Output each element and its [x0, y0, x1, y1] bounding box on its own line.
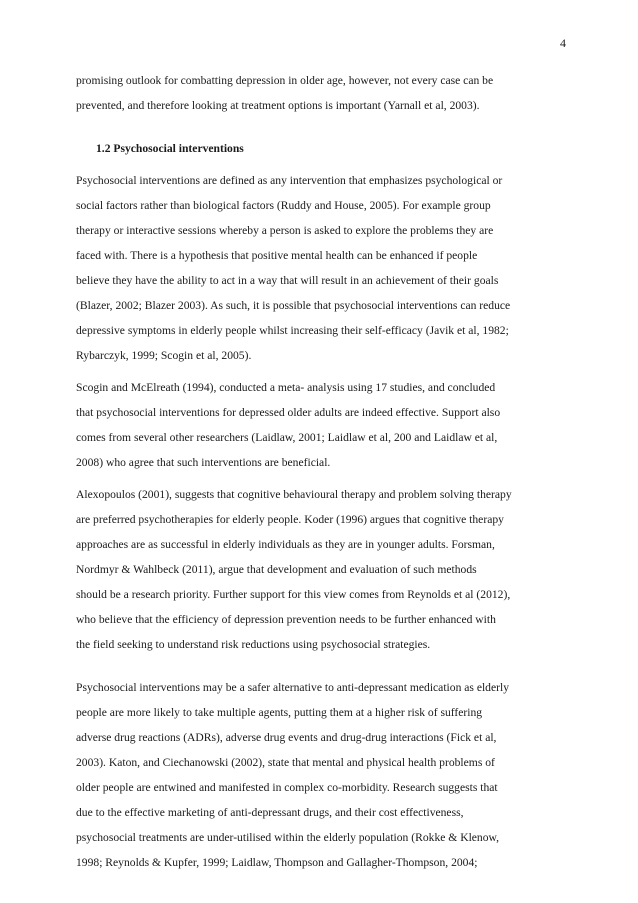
- text-line: therapy or interactive sessions whereby a person is asked to explore the problems they are: [76, 224, 494, 237]
- paragraph-cbt: [76, 482, 562, 657]
- text-line: believe they have the ability to act in a way that will result in an achievement of their goals: [76, 274, 499, 287]
- text-line: depressive symptoms in elderly people whilst increasing their self-efficacy (Javik et al, 1982;: [76, 324, 509, 337]
- intro-paragraph: [76, 68, 562, 118]
- text-line: comes from several other researchers (Laidlaw, 2001; Laidlaw et al, 200 and Laidlaw et al,: [76, 431, 498, 444]
- paragraph-meta-analysis: [76, 375, 562, 475]
- text-line: are preferred psychotherapies for elderly people. Koder (1996) argues that cognitive therapy: [76, 513, 504, 526]
- paragraph-safer-alternative: [76, 675, 562, 875]
- text-line: people are more likely to take multiple agents, putting them at a higher risk of suffering: [76, 706, 483, 719]
- text-line: older people are entwined and manifested in complex co-morbidity. Research suggests that: [76, 781, 498, 794]
- section-heading: 1.2 Psychosocial interventions: [96, 142, 244, 155]
- text-line: 1998; Reynolds & Kupfer, 1999; Laidlaw, Thompson and Gallagher-Thompson, 2004;: [76, 856, 478, 869]
- text-line: faced with. There is a hypothesis that positive mental health can be enhanced if people: [76, 249, 478, 262]
- document-body: [76, 68, 562, 875]
- text-line: Nordmyr & Wahlbeck (2011), argue that development and evaluation of such methods: [76, 563, 477, 576]
- text-line: psychosocial treatments are under-utilised within the elderly population (Rokke & Klenow,: [76, 831, 500, 844]
- paragraph-definition: [76, 168, 562, 368]
- text-line: due to the effective marketing of anti-depressant drugs, and their cost effectiveness,: [76, 806, 464, 819]
- text-line: should be a research priority. Further support for this view comes from Reynolds et al (2012),: [76, 588, 511, 601]
- text-line: promising outlook for combatting depression in older age, however, not every case can be: [76, 74, 494, 87]
- text-line: Scogin and McElreath (1994), conducted a meta- analysis using 17 studies, and concluded: [76, 381, 496, 394]
- text-line: Alexopoulos (2001), suggests that cognitive behavioural therapy and problem solving therapy: [76, 488, 512, 501]
- text-line: (Blazer, 2002; Blazer 2003). As such, it is possible that psychosocial interventions can reduce: [76, 299, 511, 312]
- text-line: adverse drug reactions (ADRs), adverse drug events and drug-drug interactions (Fick et al,: [76, 731, 497, 744]
- text-line: 2003). Katon, and Ciechanowski (2002), state that mental and physical health problems of: [76, 756, 495, 769]
- text-line: that psychosocial interventions for depressed older adults are indeed effective. Support also: [76, 406, 501, 419]
- text-line: who believe that the efficiency of depression prevention needs to be further enhanced with: [76, 613, 496, 626]
- text-line: Rybarczyk, 1999; Scogin et al, 2005).: [76, 349, 252, 362]
- text-line: approaches are as successful in elderly individuals as they are in younger adults. Forsman,: [76, 538, 495, 551]
- text-line: Psychosocial interventions are defined as any intervention that emphasizes psychological or: [76, 174, 503, 187]
- text-line: prevented, and therefore looking at treatment options is important (Yarnall et al, 2003).: [76, 99, 480, 112]
- text-line: social factors rather than biological factors (Ruddy and House, 2005). For example group: [76, 199, 491, 212]
- text-line: the field seeking to understand risk reductions using psychosocial strategies.: [76, 638, 431, 651]
- text-line: Psychosocial interventions may be a safer alternative to anti-depressant medication as elderly: [76, 681, 510, 694]
- page-number: 4: [560, 36, 566, 50]
- text-line: 2008) who agree that such interventions are beneficial.: [76, 456, 331, 469]
